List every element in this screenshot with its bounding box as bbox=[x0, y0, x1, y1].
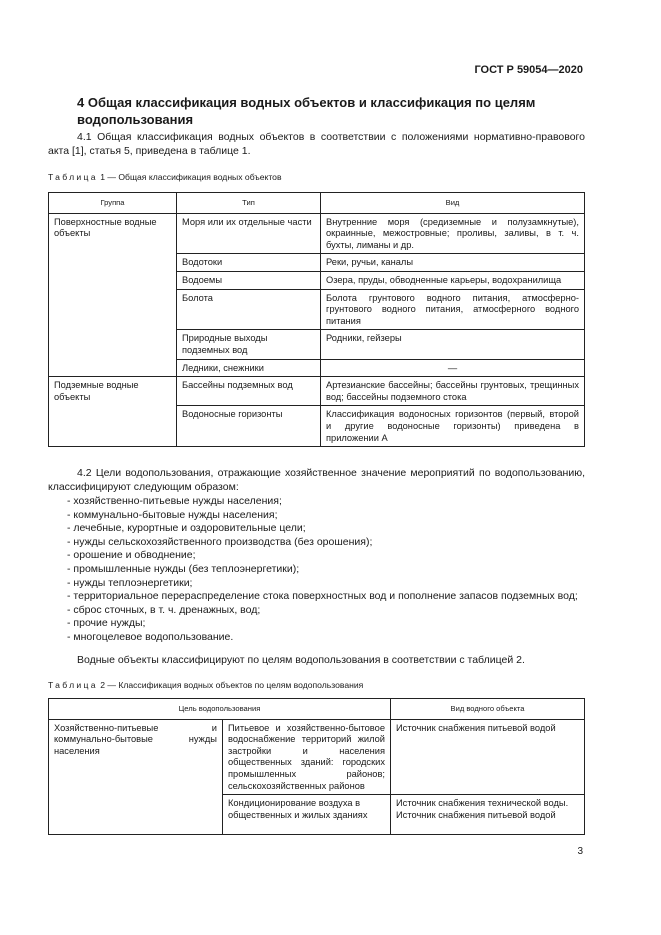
table1-caption-text: 1 — Общая классификация водных объектов bbox=[100, 172, 282, 182]
list-item: - многоцелевое водопользование. bbox=[67, 630, 234, 643]
type-cell: Болота bbox=[177, 289, 321, 330]
type-cell: Водоносные горизонты bbox=[177, 406, 321, 447]
type-cell: Бассейны подземных вод bbox=[177, 377, 321, 406]
table1-caption-word: Таблица bbox=[48, 172, 98, 182]
list-item: - нужды теплоэнергетики; bbox=[67, 576, 193, 589]
table-row bbox=[49, 719, 585, 795]
type-cell: Ледники, снежники bbox=[177, 359, 321, 377]
purpose-list bbox=[48, 495, 585, 645]
paragraph-4-1: 4.1 Общая классификация водных объектов в соответствии с положениями нормативно-правового акта [1], статья 5, приведена в таблице 1. bbox=[48, 131, 585, 157]
table-header-row bbox=[49, 699, 585, 720]
type-cell: Водоемы bbox=[177, 271, 321, 289]
table-1 bbox=[48, 192, 585, 447]
list-item: - территориальное перераспределение стока поверхностных вод и пополнение запасов подземных вод; bbox=[67, 590, 578, 603]
goal-cell: Хозяйственно-питьевые и коммунально-бытовые нужды населения bbox=[49, 719, 223, 835]
kind-line: Источник снабжения технической воды. bbox=[396, 798, 569, 809]
list-item: - прочие нужды; bbox=[67, 617, 146, 630]
column-header: Вид bbox=[321, 193, 585, 214]
table2-caption-text: 2 — Классификация водных объектов по целям водопользования bbox=[100, 680, 364, 690]
kind-cell bbox=[391, 795, 585, 835]
list-item: - нужды сельскохозяйственного производства (без орошения); bbox=[67, 535, 373, 548]
table-row bbox=[49, 377, 585, 406]
purpose-cell: Питьевое и хозяйственно-бытовое водоснабжение территорий жилой застройки и населения общественных зданий: городских промышленных районов; сельскохозяйственных районов bbox=[223, 719, 391, 795]
section-heading: 4 Общая классификация водных объектов и классификация по целям водопользования bbox=[77, 95, 536, 127]
list-item: - орошение и обводнение; bbox=[67, 549, 196, 562]
table1-caption bbox=[48, 172, 282, 182]
table-header-row bbox=[49, 193, 585, 214]
kind-cell: Классификация водоносных горизонтов (первый, второй и другие водоносные горизонты) приведена в приложении А bbox=[321, 406, 585, 447]
table-row bbox=[49, 213, 585, 254]
kind-cell: Внутренние моря (средиземные и полузамкнутые), окраинные, межостровные; проливы, заливы, в т. ч. бухты, лиманы и др. bbox=[321, 213, 585, 254]
table2-caption bbox=[48, 680, 363, 690]
list-item: - промышленные нужды (без теплоэнергетики); bbox=[67, 562, 300, 575]
kind-cell: — bbox=[321, 359, 585, 377]
list-item: - лечебные, курортные и оздоровительные цели; bbox=[67, 522, 306, 535]
column-header: Тип bbox=[177, 193, 321, 214]
type-cell: Моря или их отдельные части bbox=[177, 213, 321, 254]
kind-cell: Родники, гейзеры bbox=[321, 330, 585, 359]
type-cell: Природные выходы подземных вод bbox=[177, 330, 321, 359]
kind-cell: Источник снабжения питьевой водой bbox=[391, 719, 585, 795]
paragraph-4-2: 4.2 Цели водопользования, отражающие хозяйственное значение мероприятий по водопользованию, классифицируют следующим образом: bbox=[48, 467, 585, 493]
purpose-cell: Кондиционирование воздуха в общественных и жилых зданиях bbox=[223, 795, 391, 835]
kind-cell: Болота грунтового водного питания, атмосферно-грунтового водного питания, атмосферного водного питания bbox=[321, 289, 585, 330]
list-item: - коммунально-бытовые нужды населения; bbox=[67, 508, 278, 521]
column-header: Вид водного объекта bbox=[391, 699, 585, 720]
kind-cell: Реки, ручьи, каналы bbox=[321, 254, 585, 272]
table-2 bbox=[48, 698, 585, 835]
kind-cell: Озера, пруды, обводненные карьеры, водохранилища bbox=[321, 271, 585, 289]
table2-caption-word: Таблица bbox=[48, 680, 98, 690]
list-item: - сброс сточных, в т. ч. дренажных, вод; bbox=[67, 603, 261, 616]
column-header: Цель водопользования bbox=[49, 699, 391, 720]
type-cell: Водотоки bbox=[177, 254, 321, 272]
kind-cell: Артезианские бассейны; бассейны грунтовых, трещинных вод; бассейны подземного стока bbox=[321, 377, 585, 406]
kind-line: Источник снабжения питьевой водой bbox=[396, 809, 556, 820]
group-cell: Подземные водные объекты bbox=[49, 377, 177, 447]
standard-number: ГОСТ Р 59054—2020 bbox=[474, 64, 583, 76]
page-number: 3 bbox=[577, 846, 583, 857]
column-header: Группа bbox=[49, 193, 177, 214]
list-item: - хозяйственно-питьевые нужды населения; bbox=[67, 495, 282, 507]
group-cell: Поверхностные водные объекты bbox=[49, 213, 177, 377]
closing-paragraph: Водные объекты классифицируют по целям водопользования в соответствии с таблицей 2. bbox=[77, 654, 525, 666]
